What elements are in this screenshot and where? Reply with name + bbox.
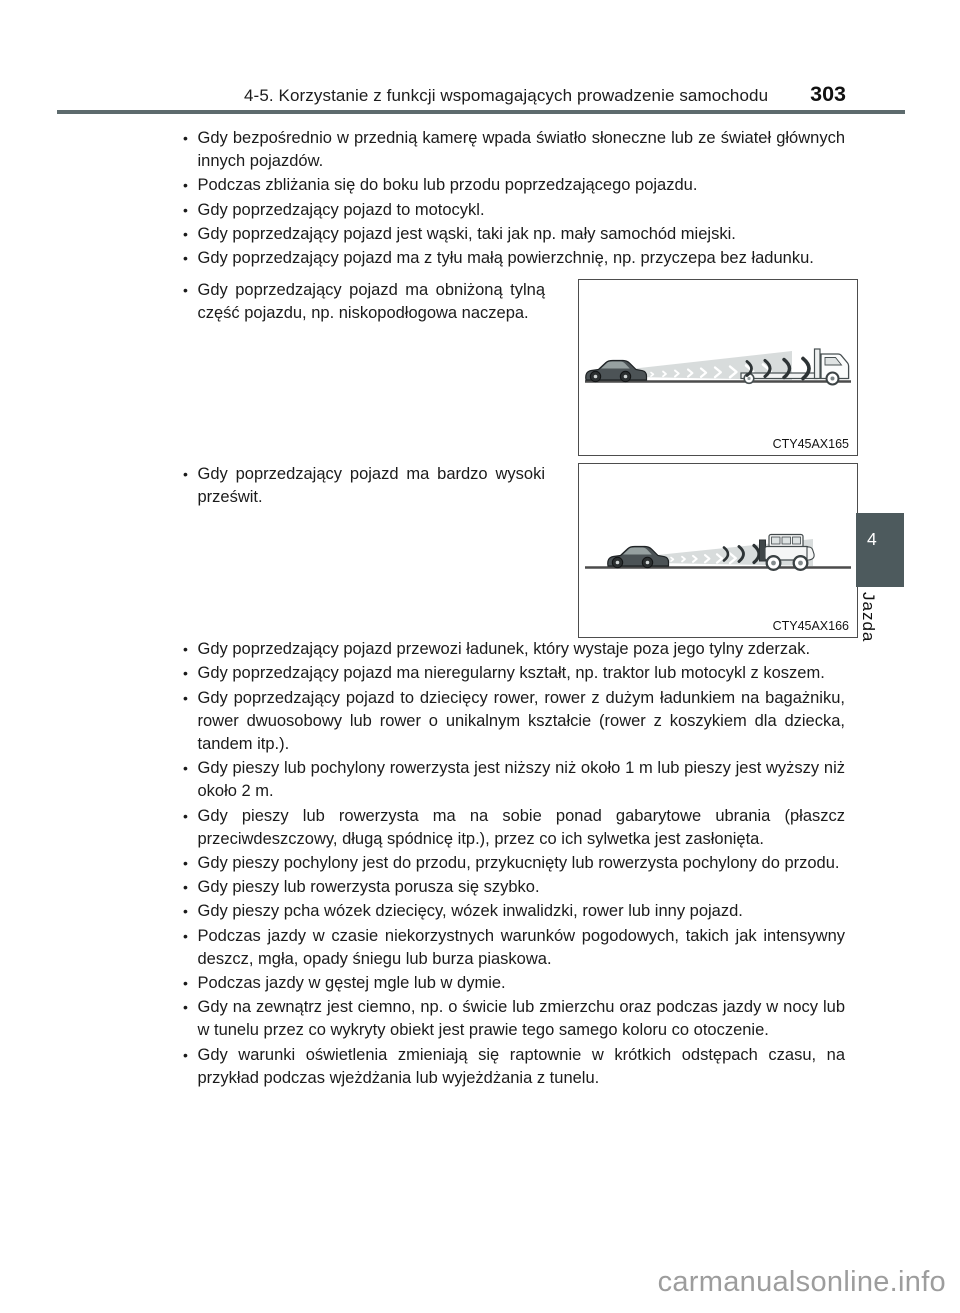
bullet-item: • Gdy poprzedzający pojazd ma obniżoną tylną część pojazdu, np. niskopodłogowa naczepa. [182,279,545,325]
ego-car-illustration [608,547,669,568]
header-rule [57,110,905,114]
chapter-number: 4 [867,529,877,549]
watermark-text: carmanualsonline.info [657,1266,946,1298]
bullet-list-bottom [182,638,858,1090]
bullet-item: • Gdy poprzedzający pojazd to dziecięcy rower, rower z dużym ładunkiem na bagażniku, rower dwuosobowy lub rower o unikalnym kształcie (rower z koszykiem dla dziecka, tandem itp.). [182,687,845,757]
bullet-item: • Gdy poprzedzający pojazd ma z tyłu małą powierzchnię, np. przyczepa bez ładunku. [182,247,845,270]
bullet-item: • Gdy pieszy lub rowerzysta porusza się szybko. [182,876,845,899]
bullet-item: • Gdy poprzedzający pojazd to motocykl. [182,199,845,222]
bullet-item: • Gdy pieszy lub pochylony rowerzysta jest niższy niż około 1 m lub pieszy jest wyższy niż około 2 m. [182,757,845,803]
figure-row-low-trailer [182,279,858,456]
figure-row-high-clearance [182,463,858,638]
chapter-label: Jazda [859,592,878,643]
bullet-item: • Podczas jazdy w czasie niekorzystnych warunków pogodowych, takich jak intensywny deszcz, mgła, opady śniegu lub burza piaskowa. [182,925,845,971]
bullet-item: • Podczas jazdy w gęstej mgle lub w dymie. [182,972,845,995]
bullet-item: • Gdy poprzedzający pojazd jest wąski, taki jak np. mały samochód miejski. [182,223,845,246]
figure-high-clearance [578,463,858,638]
bullet-item: • Gdy bezpośrednio w przednią kamerę wpada światło słoneczne lub ze świateł głównych innych pojazdów. [182,127,845,173]
page-number: 303 [810,82,846,106]
bullet-item: • Gdy pieszy pochylony jest do przodu, przykucnięty lub rowerzysta pochylony do przodu. [182,852,845,875]
page-header [0,82,846,107]
bullet-item: • Gdy pieszy lub rowerzysta ma na sobie ponad gabarytowe ubrania (płaszcz przeciwdeszczowy, długą spódnicę itp.), przez co ich sylwetka jest zasłonięta. [182,805,845,851]
chapter-tab [856,513,904,587]
figure-low-trailer [578,279,858,456]
figure-label: CTY45AX165 [772,437,849,452]
section-title: 4-5. Korzystanie z funkcji wspomagających prowadzenie samochodu [244,86,769,105]
bullet-item: • Gdy poprzedzający pojazd przewozi ładunek, który wystaje poza jego tylny zderzak. [182,638,845,661]
bullet-item: • Gdy pieszy pcha wózek dziecięcy, wózek inwalidzki, rower lub inny pojazd. [182,900,845,923]
high-clearance-illustration [579,464,857,637]
bullet-list-top [182,127,858,270]
bullet-item: • Gdy poprzedzający pojazd ma nieregularny kształt, np. traktor lub motocykl z koszem. [182,662,845,685]
bullet-item: • Gdy warunki oświetlenia zmieniają się raptownie w krótkich odstępach czasu, na przykład podczas wjeżdżania lub wyjeżdżania z tunelu. [182,1044,845,1090]
ego-car-illustration [586,361,647,382]
figure-label: CTY45AX166 [772,619,849,634]
low-trailer-illustration [579,280,857,455]
content-column [182,127,858,1091]
bullet-item: • Gdy poprzedzający pojazd ma bardzo wysoki prześwit. [182,463,545,509]
bullet-item: • Podczas zbliżania się do boku lub przodu poprzedzającego pojazdu. [182,174,845,197]
bullet-item: • Gdy na zewnątrz jest ciemno, np. o świcie lub zmierzchu oraz podczas jazdy w nocy lub w tunelu przez co wykryty obiekt jest prawie tego samego koloru co otoczenie. [182,996,845,1042]
